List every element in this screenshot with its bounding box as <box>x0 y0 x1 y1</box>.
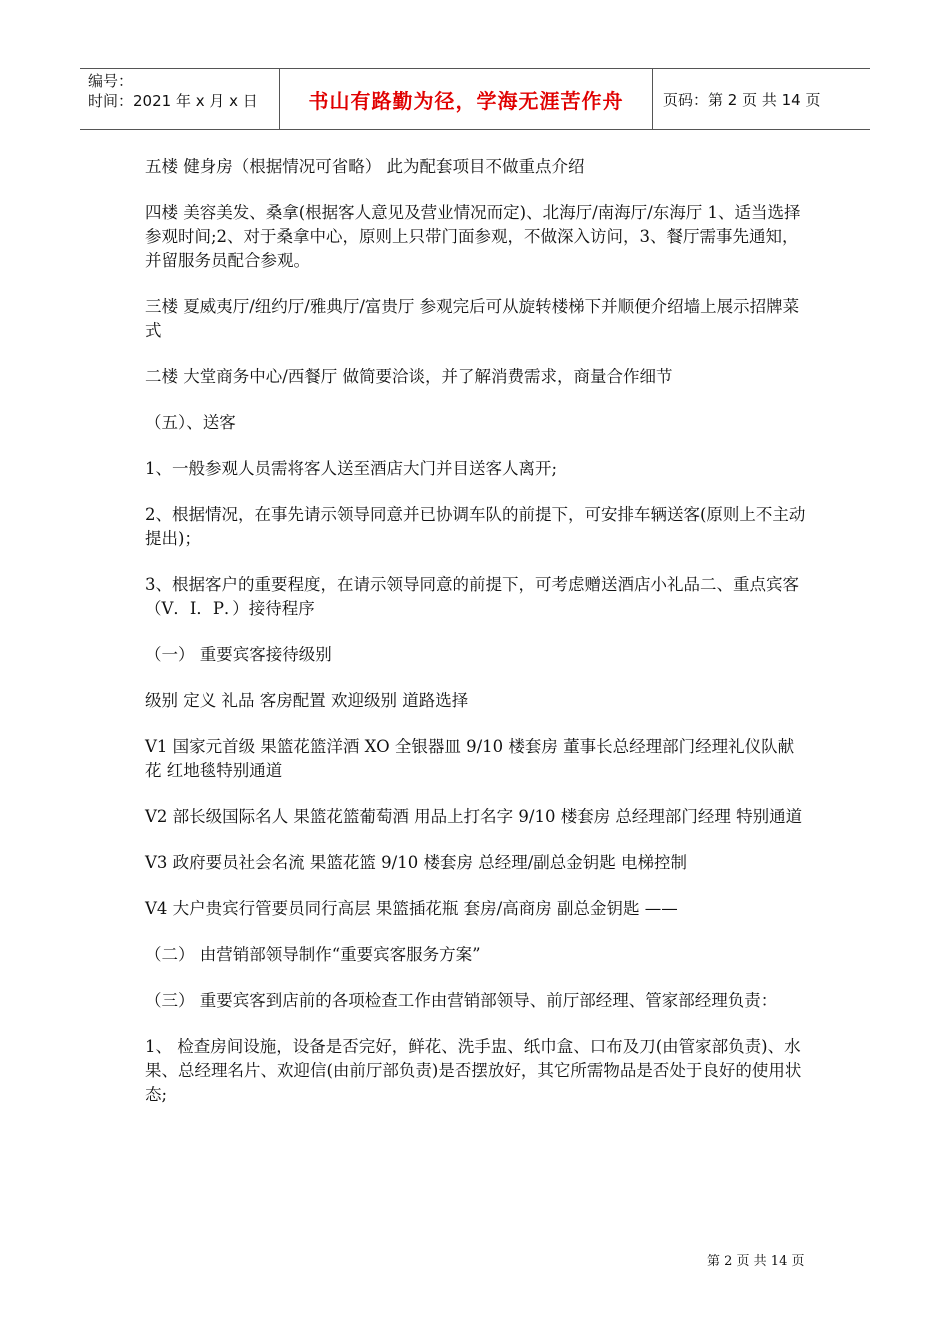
page-footer: 第 2 页 共 14 页 <box>707 1254 805 1269</box>
paragraph: 1、一般参观人员需将客人送至酒店大门并目送客人离开; <box>145 459 558 478</box>
level-row: V4 大户贵宾行管要员同行高层 果篮插花瓶 套房/高商房 副总金钥匙 —— <box>145 899 678 918</box>
level-row: V2 部长级国际名人 果篮花篮葡萄酒 用品上打名字 9/10 楼套房 总经理部门经理 特别通道 <box>145 807 803 826</box>
section-heading: （三） 重要宾客到店前的各项检查工作由营销部领导、前厅部经理、管家部经理负责： <box>145 991 778 1010</box>
section-heading: （五）、送客 <box>145 413 236 432</box>
page-header <box>80 68 870 130</box>
document-body <box>145 155 810 1129</box>
date-label: 时间：2021 年 x 月 x 日 <box>88 92 258 110</box>
section-heading: （二） 由营销部领导制作“重要宾客服务方案” <box>145 945 481 964</box>
paragraph: 3、根据客户的重要程度，在请示领导同意的前提下，可考虑赠送酒店小礼品二、重点宾客（V．I．P．）接待程序 <box>145 575 799 618</box>
paragraph: 2、根据情况，在事先请示领导同意并已协调车队的前提下，可安排车辆送客(原则上不主动提出)； <box>145 505 806 548</box>
level-row: V1 国家元首级 果篮花篮洋酒 XO 全银器皿 9/10 楼套房 董事长总经理部门经理礼仪队献花 红地毯特别通道 <box>145 737 795 780</box>
header-meta <box>80 69 280 129</box>
paragraph: 三楼 夏威夷厅/纽约厅/雅典厅/富贵厅 参观完后可从旋转楼梯下并顺便介绍墙上展示招牌菜式 <box>145 297 800 340</box>
paragraph: 1、 检查房间设施，设备是否完好，鲜花、洗手盅、纸巾盒、口布及刀(由管家部负责)、水果、总经理名片、欢迎信(由前厅部负责)是否摆放好，其它所需物品是否处于良好的使用状态; <box>145 1037 802 1104</box>
paragraph: 四楼 美容美发、桑拿(根据客人意见及营业情况而定)、北海厅/南海厅/东海厅 1、适当选择参观时间;2、对于桑拿中心，原则上只带门面参观，不做深入访问，3、餐厅需事先通知，并留服务员配合参观。 <box>145 203 801 270</box>
paragraph: 五楼 健身房（根据情况可省略） 此为配套项目不做重点介绍 <box>145 157 585 176</box>
header-page-number: 页码：第 2 页 共 14 页 <box>663 90 821 109</box>
paragraph: 二楼 大堂商务中心/西餐厅 做简要洽谈，并了解消费需求，商量合作细节 <box>145 367 673 386</box>
number-label: 编号： <box>88 72 134 90</box>
header-motto: 书山有路勤为径，学海无涯苦作舟 <box>280 69 653 129</box>
level-row: V3 政府要员社会名流 果篮花篮 9/10 楼套房 总经理/副总金钥匙 电梯控制 <box>145 853 687 872</box>
section-heading: （一） 重要宾客接待级别 <box>145 645 332 664</box>
table-header-line: 级别 定义 礼品 客房配置 欢迎级别 道路选择 <box>145 691 469 710</box>
